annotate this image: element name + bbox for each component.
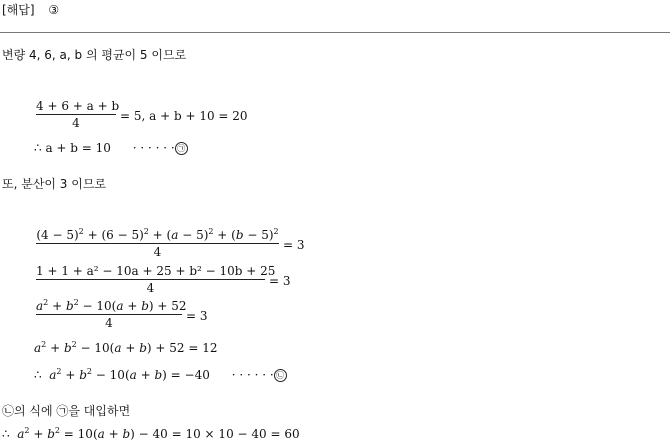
mean-fraction-denominator: 4	[72, 116, 80, 130]
grouped-fraction-denominator: 4	[105, 316, 113, 330]
mean-intro: 변량 4, 6, a, b 의 평균이 5 이므로	[2, 48, 187, 62]
variance-equation-rhs: = 3	[283, 238, 305, 252]
grouped-fraction-numerator: $a^2 + b^2 - 10(a + b) + 52$	[36, 298, 187, 313]
variance-fraction	[36, 228, 279, 259]
mean-fraction	[36, 99, 120, 130]
cleared-equation: $a^2 + b^2 - 10(a + b) + 52 = 12$	[34, 340, 218, 355]
answer-choice: ③	[48, 3, 60, 17]
mean-equation-rhs: = 5, a + b + 10 = 20	[120, 109, 248, 123]
grouped-fraction	[36, 298, 187, 330]
fraction-bar	[36, 114, 116, 115]
sum-result-text: ∴ a + b = 10	[34, 141, 111, 155]
fraction-bar	[36, 279, 265, 280]
expanded-fraction	[36, 264, 276, 295]
answer-header	[2, 3, 59, 17]
reduced-equation-text: ∴ $a^2 + b^2 - 10(a + b) = -40$	[34, 367, 210, 382]
variance-fraction-numerator: $(4 - 5)^2 + (6 - 5)^2 + (a - 5)^2 + (b - 5)^2$	[36, 227, 279, 242]
expanded-fraction-denominator: 4	[146, 281, 155, 295]
substitution-intro: ㉡의 식에 ㉠을 대입하면	[2, 404, 131, 418]
expanded-equation-rhs: = 3	[269, 274, 291, 288]
expanded-fraction-numerator: 1 + 1 + a² − 10a + 25 + b² − 10b + 25	[36, 264, 276, 278]
fraction-bar	[36, 314, 182, 315]
leader-dots: · · · · · ·	[231, 368, 274, 382]
grouped-equation-rhs: = 3	[186, 309, 208, 323]
variance-intro: 또, 분산이 3 이므로	[2, 177, 107, 191]
marker-circle-nieun: ㉡	[274, 369, 287, 382]
reduced-equation	[34, 368, 287, 382]
sum-result	[34, 141, 188, 155]
header-divider	[0, 32, 670, 33]
variance-fraction-denominator: 4	[153, 245, 162, 259]
marker-circle-giyeok: ㉠	[175, 142, 188, 155]
fraction-bar	[36, 243, 279, 244]
final-result: ∴ $a^2 + b^2 = 10(a + b) - 40 = 10 \times 10 - 40 = 60$	[2, 426, 300, 441]
mean-fraction-numerator: 4 + 6 + a + b	[36, 99, 120, 113]
leader-dots: · · · · · ·	[132, 141, 175, 155]
answer-label: [해답]	[2, 3, 35, 17]
